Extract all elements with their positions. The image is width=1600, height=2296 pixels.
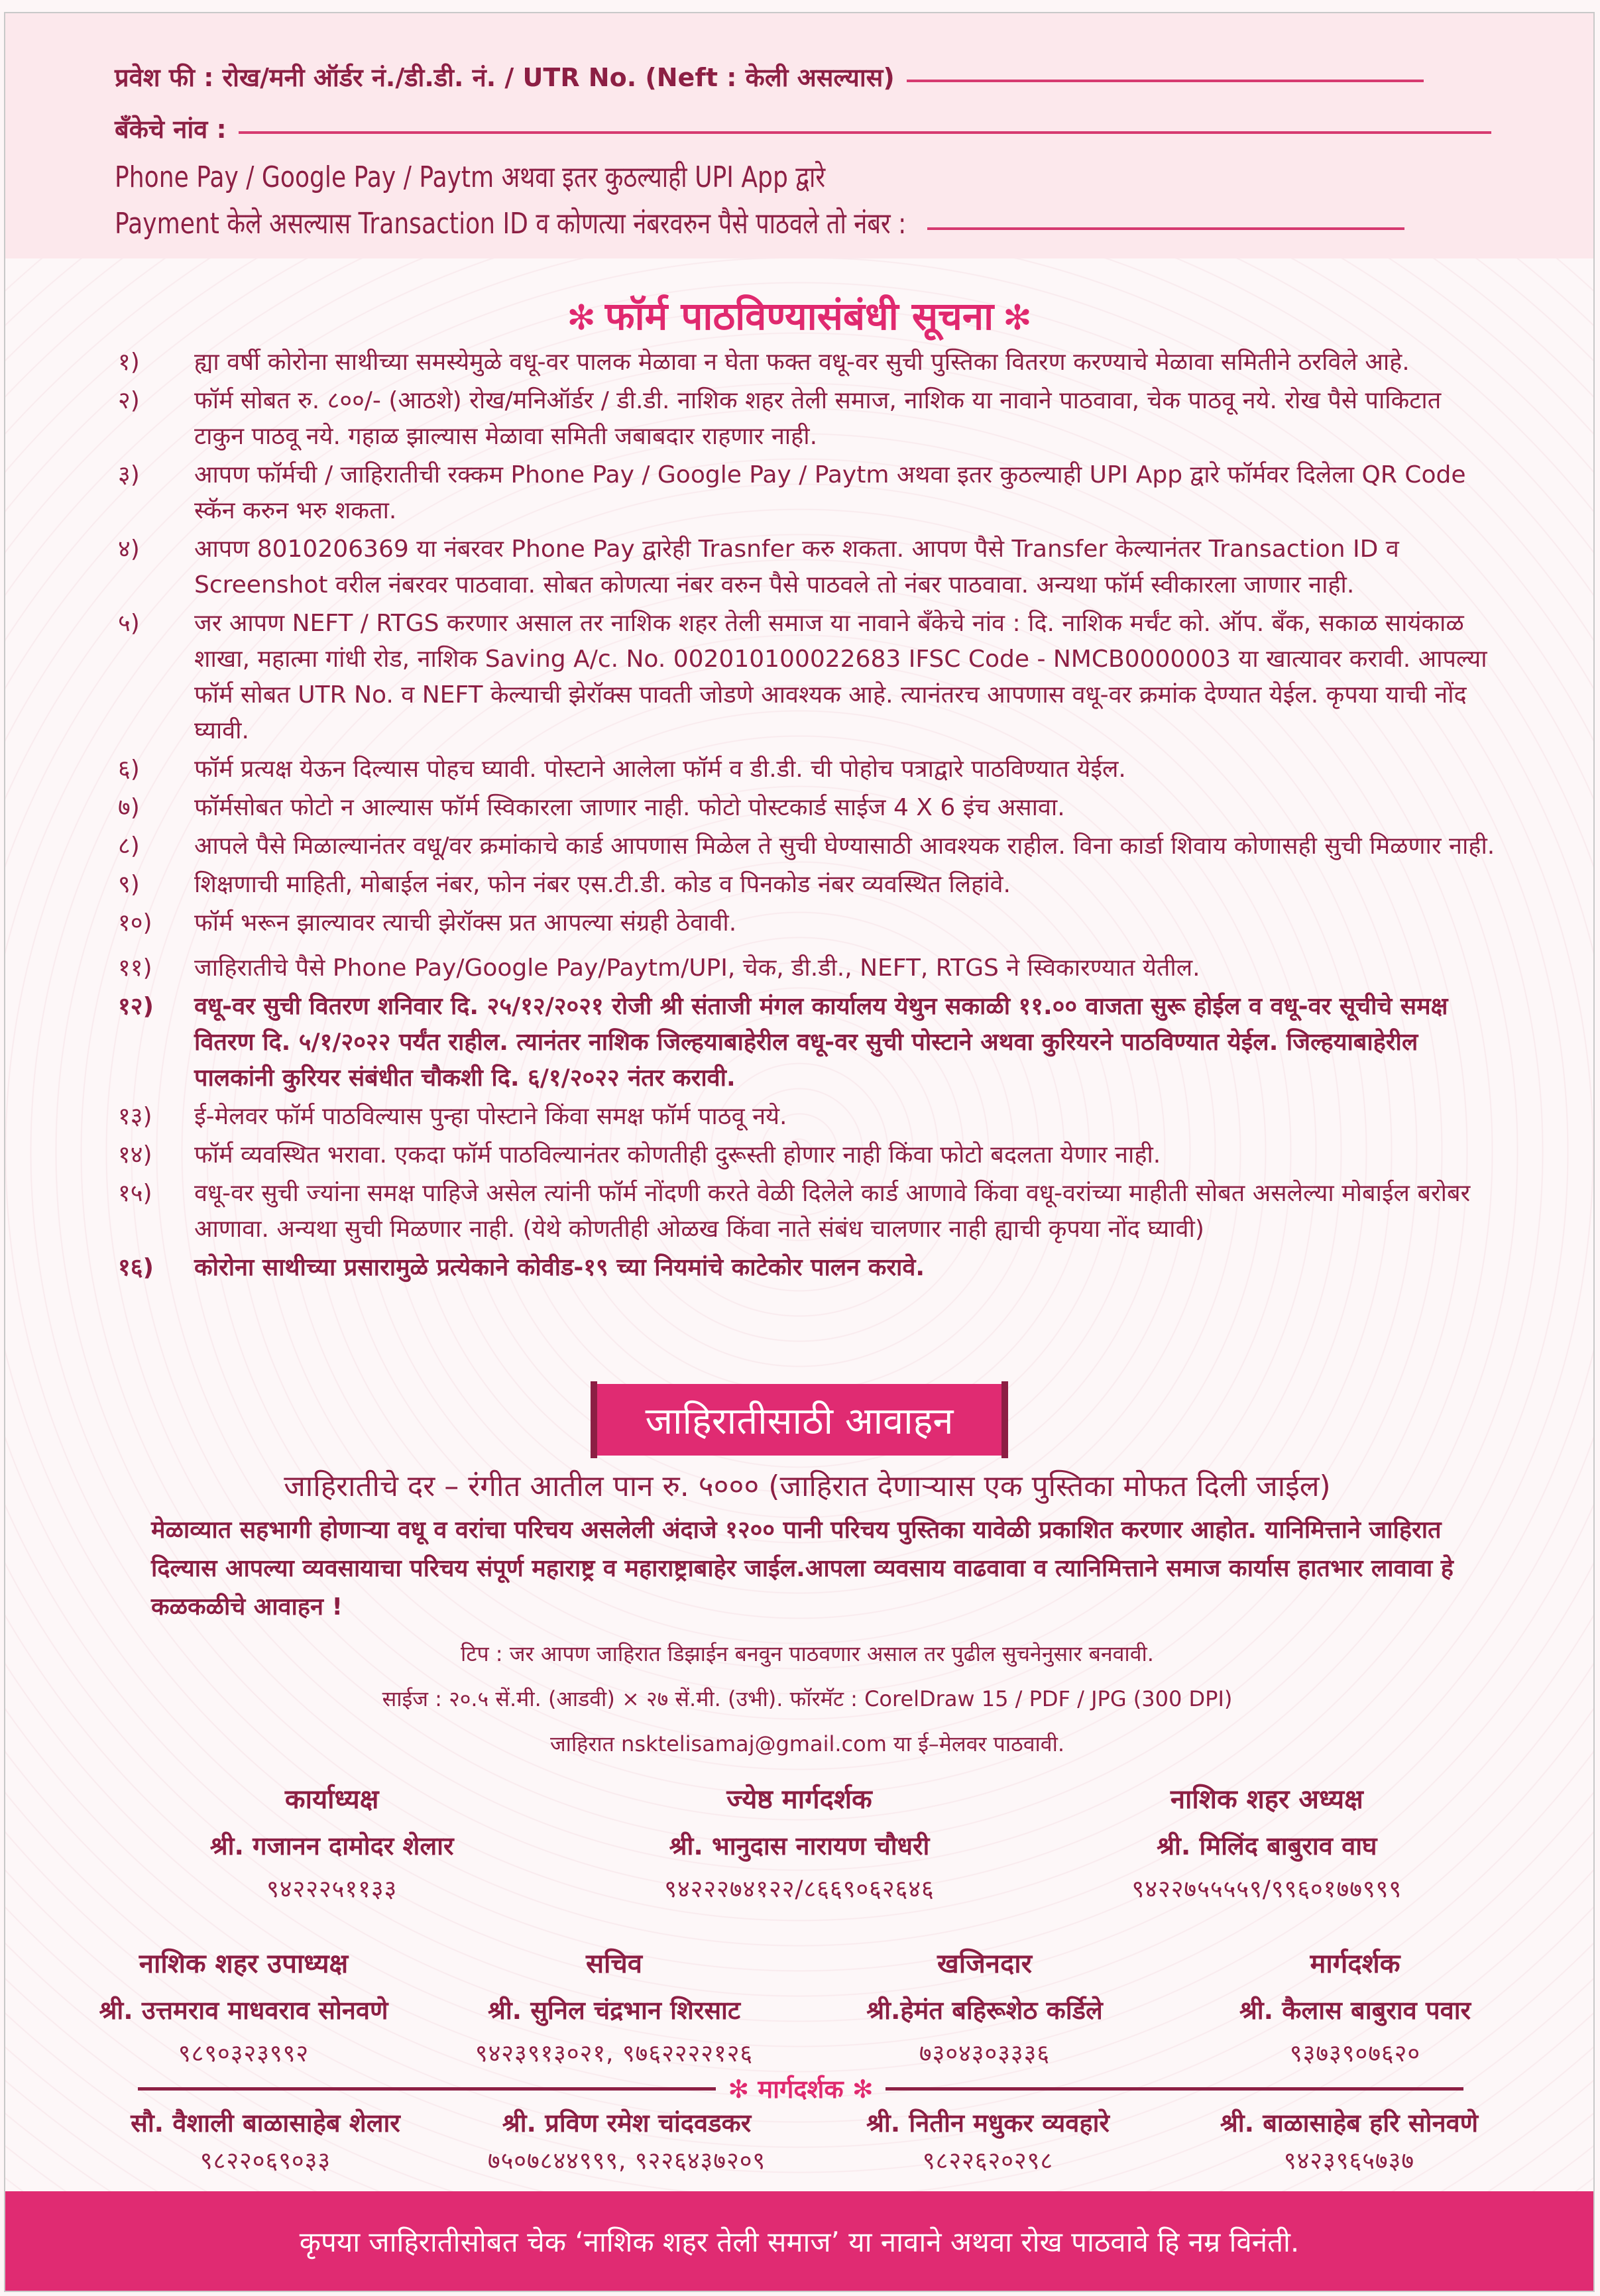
list-item [118, 1176, 1497, 1247]
advisor [807, 2108, 1169, 2177]
list-item [118, 867, 1497, 903]
instructions-title: फॉर्म पाठविण्यासंबंधी सूचना [604, 294, 994, 339]
bank-name-blank[interactable] [239, 131, 1491, 134]
item-text: फॉर्म भरून झाल्यावर त्याची झेरॉक्स प्रत आपल्या संग्रही ठेवावी. [194, 909, 737, 937]
item-number: ६) [118, 756, 140, 783]
item-text: फॉर्म व्यवस्थित भरावा. एकदा फॉर्म पाठविल्यानंतर कोणतीही दुरूस्ती होणार नाही किंवा फोटो बदलता येणार नाही. [194, 1141, 1161, 1169]
committee-member [1170, 1944, 1540, 2069]
list-item [118, 606, 1497, 749]
advisor-name: श्री. बाळासाहेब हरि सोनवणे [1220, 2108, 1479, 2138]
ad-rate: जाहिरातीचे दर – रंगीत आतील पान रु. ५००० (जाहिरात देणाऱ्यास एक पुस्तिका मोफत दिली जाईल) [284, 1469, 1331, 1503]
committee-member [565, 1780, 1033, 1904]
member-phone: ९४२२२५११३३ [266, 1876, 398, 1903]
asterisk-icon: ✻ [728, 2075, 750, 2104]
member-role: मार्गदर्शक [1310, 1949, 1400, 1979]
item-number: ४) [118, 536, 140, 563]
member-phone: ९४२२७५५५५९/९९६०१७७९९९ [1131, 1876, 1402, 1903]
list-item [118, 950, 1497, 986]
advisor-name: सौ. वैशाली बाळासाहेब शेलार [131, 2108, 400, 2138]
item-number: १०) [118, 909, 152, 937]
advisor-phone: ९४२३९६५७३७ [1283, 2147, 1415, 2175]
member-phone: ९४२२२७४१२२/८६६९०६२६४६ [664, 1876, 935, 1903]
member-role: कार्याध्यक्ष [284, 1784, 379, 1815]
advertisement-section [151, 1465, 1463, 1762]
transaction-blank[interactable] [927, 227, 1404, 230]
member-name: श्री. कैलास बाबुराव पवार [1239, 1996, 1471, 2025]
committee-member [98, 1780, 565, 1904]
list-item [118, 383, 1497, 455]
item-number: ३) [118, 461, 140, 488]
member-name: श्री. गजानन दामोदर शेलार [209, 1831, 454, 1861]
list-item [118, 345, 1497, 380]
ad-banner-wrap [5, 1384, 1593, 1456]
ad-size: साईज : २०.५ सें.मी. (आडवी) × २७ सें.मी. (उभी). फॉरमॅट : CorelDraw 15 / PDF / JPG (300 DPI) [382, 1686, 1233, 1711]
list-item [118, 790, 1497, 826]
entry-fee-blank[interactable] [907, 80, 1424, 82]
advisors-label [716, 2071, 885, 2106]
asterisk-icon: ✻ [1003, 298, 1032, 338]
advisors-row [85, 2108, 1530, 2177]
item-number: ९) [118, 871, 140, 898]
member-name: श्री.हेमंत बहिरूशेठ कर्डिले [866, 1996, 1103, 2025]
item-number: ५) [118, 610, 140, 637]
item-text: आपण 8010206369 या नंबरवर Phone Pay द्वारेही Trasnfer करु शकता. आपण पैसे Transfer केल्यानंतर Transaction ID व Screenshot वरील नंबरवर पाठवावा. सोबत कोणत्या नंबर वरुन पैसे पाठवले तो नंबर पाठवावा. अन्यथा फॉर्म स्वीकारला जाणार नाही. [194, 536, 1399, 599]
committee-row [5, 1780, 1593, 1904]
list-item [118, 752, 1497, 787]
item-number: ११) [118, 954, 152, 982]
instructions-list [118, 345, 1497, 1289]
document-page [4, 12, 1595, 2292]
advisors-title-text: मार्गदर्शक [758, 2075, 844, 2104]
item-number: १६) [118, 1254, 154, 1281]
member-phone: ७३०४३०३३३६ [919, 2040, 1051, 2067]
bank-name-row [115, 111, 1491, 146]
item-number: १४) [118, 1141, 152, 1169]
member-name: श्री. भानुदास नारायण चौधरी [669, 1831, 930, 1861]
list-item [118, 1099, 1497, 1135]
list-item [118, 1137, 1497, 1173]
member-phone: ९८९०३२३९९२ [178, 2040, 310, 2067]
member-phone: ९४२३९१३०२१, ९७६२२२२१२६ [475, 2040, 754, 2067]
asterisk-icon: ✻ [567, 298, 596, 338]
advisor-name: श्री. नितीन मधुकर व्यवहारे [866, 2108, 1110, 2138]
list-item [118, 457, 1497, 529]
ad-banner: जाहिरातीसाठी आवाहन [596, 1384, 1002, 1456]
advisor-phone: ९८२२०६९०३३ [200, 2147, 331, 2175]
list-item [118, 989, 1497, 1096]
committee-row [5, 1944, 1593, 2069]
advisor [1169, 2108, 1530, 2177]
list-item [118, 905, 1497, 941]
item-number: ७) [118, 794, 140, 821]
ad-tip: टिप : जर आपण जाहिरात डिझाईन बनवुन पाठवणार असाल तर पुढील सुचनेनुसार बनवावी. [461, 1641, 1154, 1666]
upi-label: Phone Pay / Google Pay / Paytm अथवा इतर कुठल्याही UPI App द्वारे [115, 160, 826, 194]
item-number: १) [118, 349, 140, 376]
item-number: १२) [118, 993, 154, 1020]
committee-member [429, 1944, 799, 2069]
list-item [118, 532, 1497, 603]
advisor-phone: ९८२२६२०२९८ [922, 2147, 1054, 2175]
advisor [446, 2108, 807, 2177]
entry-fee-row [115, 60, 1424, 94]
ad-email: जाहिरात nsktelisamaj@gmail.com या ई–मेलवर पाठवावी. [549, 1731, 1065, 1756]
committee-member [799, 1944, 1170, 2069]
asterisk-icon: ✻ [852, 2075, 874, 2104]
item-number: ८) [118, 832, 140, 860]
advisor-name: श्री. प्रविण रमेश चांदवडकर [502, 2108, 752, 2138]
item-text: आपले पैसे मिळाल्यानंतर वधू/वर क्रमांकाचे कार्ड आपणास मिळेल ते सुची घेण्यासाठी आवश्यक राहील. विना कार्डा शिवाय कोणासही सुची मिळणार नाही. [194, 832, 1495, 860]
member-role: खजिनदार [937, 1949, 1032, 1979]
item-text: आपण फॉर्मची / जाहिरातीची रक्कम Phone Pay / Google Pay / Paytm अथवा इतर कुठल्याही UPI App द्वारे फॉर्मवर दिलेला QR Code स्कॅन करुन भरु शकता. [194, 461, 1466, 524]
upi-row [115, 156, 825, 196]
item-text: ई-मेलवर फॉर्म पाठविल्यास पुन्हा पोस्टाने किंवा समक्ष फॉर्म पाठवू नये. [194, 1103, 787, 1130]
member-role: नाशिक शहर उपाध्यक्ष [139, 1949, 349, 1979]
advisors-title [138, 2071, 1463, 2106]
list-item [118, 1250, 1497, 1286]
payment-details-header [5, 13, 1593, 258]
item-text: जर आपण NEFT / RTGS करणार असाल तर नाशिक शहर तेली समाज या नावाने बँकेचे नांव : दि. नाशिक मर्चंट को. ऑप. बँक, सकाळ सायंकाळ शाखा, महात्मा गांधी रोड, नाशिक Saving A/c. No. 002010100022683 IFSC Code - NMCB0000003 या खात्यावर करावी. आपल्या फॉर्म सोबत UTR No. व NEFT केल्याची झेरॉक्स पावती जोडणे आवश्यक आहे. त्यानंतरच आपणास वधू-वर क्रमांक देण्यात येईल. कृपया याची नोंद घ्यावी. [194, 610, 1487, 744]
bank-name-label: बँकेचे नांव : [115, 115, 227, 144]
item-text: फॉर्म सोबत रु. ८००/- (आठशे) रोख/मनिऑर्डर / डी.डी. नाशिक शहर तेली समाज, नाशिक या नावाने पाठवावा, चेक पाठवू नये. रोख पैसे पाकिटात टाकुन पाठवू नये. गहाळ झाल्यास मेळावा समिती जबाबदार राहणार नाही. [194, 387, 1442, 450]
member-name: श्री. मिलिंद बाबुराव वाघ [1157, 1831, 1377, 1861]
member-name: श्री. उत्तमराव माधवराव सोनवणे [99, 1996, 388, 2025]
entry-fee-label: प्रवेश फी : रोख/मनी ऑर्डर नं./डी.डी. नं. / UTR No. (Neft : केली असल्यास) [115, 63, 895, 92]
divider [886, 2087, 1463, 2091]
item-text: शिक्षणाची माहिती, मोबाईल नंबर, फोन नंबर एस.टी.डी. कोड व पिनकोड नंबर व्यवस्थित लिहांवे. [194, 871, 1011, 898]
transaction-label: Payment केले असल्यास Transaction ID व कोणत्या नंबरवरुन पैसे पाठवले तो नंबर : [115, 207, 907, 241]
divider [138, 2087, 716, 2091]
member-role: ज्येष्ठ मार्गदर्शक [726, 1784, 872, 1815]
footer-text: कृपया जाहिरातीसोबत चेक ‘नाशिक शहर तेली समाज’ या नावाने अथवा रोख पाठवावे हि नम्र विनंती. [299, 2225, 1300, 2258]
committee-member [1033, 1780, 1501, 1904]
item-text: कोरोना साथीच्या प्रसारामुळे प्रत्येकाने कोवीड-१९ च्या नियमांचे काटेकोर पालन करावे. [194, 1254, 925, 1281]
committee-section [5, 1780, 1593, 2069]
item-text: वधू-वर सुची वितरण शनिवार दि. २५/१२/२०२१ रोजी श्री संताजी मंगल कार्यालय येथुन सकाळी ११.०० वाजता सुरू होईल व वधू-वर सूचीचे समक्ष वितरण दि. ५/१/२०२२ पर्यंत राहील. त्यानंतर नाशिक जिल्हयाबाहेरील वधू-वर सुची पोस्टाने अथवा कुरियरने पाठविण्यात येईल. जिल्हयाबाहेरील पालकांनी कुरियर संबंधीत चौकशी दि. ६/१/२०२२ नंतर करावी. [194, 993, 1448, 1092]
member-role: सचिव [585, 1949, 643, 1979]
item-number: २) [118, 387, 140, 414]
item-number: १५) [118, 1180, 152, 1207]
member-phone: ९३७३९०७६२० [1289, 2040, 1421, 2067]
member-role: नाशिक शहर अध्यक्ष [1170, 1784, 1363, 1815]
ad-description: मेळाव्यात सहभागी होणाऱ्या वधू व वरांचा परिचय असलेली अंदाजे १२०० पानी परिचय पुस्तिका यावेळी प्रकाशित करणार आहोत. यानिमित्ताने जाहिरात दिल्यास आपल्या व्यवसायाचा परिचय संपूर्ण महाराष्ट्र व महाराष्ट्राबाहेर जाईल.आपला व्यवसाय वाढवावा व त्यानिमित्ताने समाज कार्यास हातभार लावावा हे कळकळीचे आवाहन ! [151, 1517, 1454, 1621]
list-item [118, 829, 1497, 864]
item-text: ह्या वर्षी कोरोना साथीच्या समस्येमुळे वधू-वर पालक मेळावा न घेता फक्त वधू-वर सुची पुस्तिका वितरण करण्याचे मेळावा समितीने ठरविले आहे. [194, 349, 1410, 376]
advisor [85, 2108, 446, 2177]
transaction-row [115, 202, 1404, 242]
item-text: वधू-वर सुची ज्यांना समक्ष पाहिजे असेल त्यांनी फॉर्म नोंदणी करते वेळी दिलेले कार्ड आणावे किंवा वधू-वरांच्या माहीती सोबत असलेल्या मोबाईल बरोबर आणावा. अन्यथा सुची मिळणार नाही. (येथे कोणतीही ओळख किंवा नाते संबंध चालणार नाही ह्याची कृपया नोंद घ्यावी) [194, 1180, 1471, 1243]
member-name: श्री. सुनिल चंद्रभान शिरसाट [487, 1996, 741, 2025]
item-text: फॉर्म प्रत्यक्ष येऊन दिल्यास पोहच घ्यावी. पोस्टाने आलेला फॉर्म व डी.डी. ची पोहोच पत्राद्वारे पाठविण्यात येईल. [194, 756, 1126, 783]
advisor-phone: ७५०७८४४९९९, ९२२६४३७२०९ [487, 2147, 766, 2175]
committee-member [58, 1944, 429, 2069]
item-text: फॉर्मसोबत फोटो न आल्यास फॉर्म स्विकारला जाणार नाही. फोटो पोस्टकार्ड साईज 4 X 6 इंच असावा. [194, 794, 1065, 821]
instructions-heading [5, 288, 1593, 341]
item-text: जाहिरातीचे पैसे Phone Pay/Google Pay/Paytm/UPI, चेक, डी.डी., NEFT, RTGS ने स्विकारण्यात येतील. [194, 954, 1200, 982]
footer-request [5, 2191, 1593, 2291]
item-number: १३) [118, 1103, 152, 1130]
